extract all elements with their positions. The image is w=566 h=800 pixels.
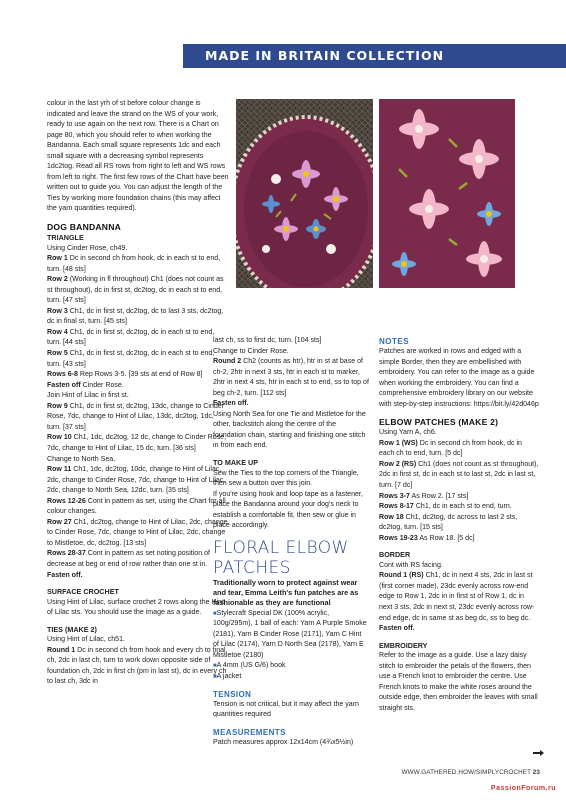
watermark: PassionForum.ru xyxy=(490,785,556,792)
embroidery-text: Refer to the image as a guide. Use a lazy daisy stitch to embroider the petals of the flowers, then use a French knot to embroider the centre. Use French knots to make the white roses around the outside edge, then embroider the leaves with small straight sts. xyxy=(379,652,538,712)
column-2 xyxy=(213,336,369,748)
footer-url[interactable]: WWW.GATHERED.HOW/SIMPLYCROCHET xyxy=(401,769,531,776)
notes-text: Patches are worked in rows and edged with a simple Border, then they are embellished with embroidery. You can refer to the image as a guide when working the embroidery. You can find a comprehensive embroidery library on our website with step-by-step instructions: https://bit.ly/42d046p xyxy=(379,348,539,408)
pattern-row: Change to North Sea. xyxy=(47,455,116,463)
pattern-row: Row 1 (WS) Dc in second ch from hook, dc in each ch to end, turn. [5 dc] xyxy=(379,439,522,458)
pattern-row: Row 9 Ch1, dc in first st, dc2tog, 13dc, change to Cinder Rose, 7dc, change to Hint of Lilac, 13dc, dc2tog, 1dc, turn. [37 sts] xyxy=(47,402,225,431)
make-up-step-1: Sew the Ties to the top corners of the Triangle, then sew a button over this join. xyxy=(213,469,359,488)
materials-item: ■ A 4mm (US G/6) hook xyxy=(213,661,369,672)
ties-round-2: Round 2 Ch2 (counts as htr), htr in st at base of ch-2, 2htr in next 3 sts, htr in each st to marker, 2htr in next 4 sts, htr in each st to end, ss to top of beg ch-2, turn. [112 sts] xyxy=(213,358,369,397)
pattern-row: Row 4 Ch1, dc in first st, dc2tog, dc in each st to end, turn. [44 sts] xyxy=(47,328,215,347)
measurements-text: Patch measures approx 12x14cm (4¾x5½in) xyxy=(213,738,354,746)
column-1 xyxy=(47,99,229,688)
pattern-row: Join Hint of Lilac in first st. xyxy=(47,392,129,400)
materials-item: ■ A jacket xyxy=(213,672,369,683)
materials-item: ■ Stylecraft Special DK (100% acrylic, 100g/295m), 1 ball of each: Yarn A Purple Smoke (2181), Yarn B Cinder Rose (2171), Yarn C Hint of Lilac (2174), Yarn D North Sea (2178), Yarn E Mistletoe (2180) xyxy=(213,609,369,662)
triangle-using: Using Cinder Rose, ch49. xyxy=(47,244,128,252)
triangle-rows xyxy=(47,254,229,581)
pattern-row: Rows 8-17 Ch1, dc in each st to end, turn. xyxy=(379,503,512,511)
surface-crochet-text: Using Hint of Lilac, surface crochet 2 rows along the Hint of Lilac sts. You should use the image as a guide. xyxy=(47,598,225,617)
make-up-heading: TO MAKE UP xyxy=(213,458,258,468)
pattern-row: Row 10 Ch1, 1dc, dc2tog, 12 dc, change to Cinder Rose, 7dc, change to Hint of Lilac, 15 dc, turn. [36 sts] xyxy=(47,434,227,452)
ties-change-colour: Change to Cinder Rose. xyxy=(213,347,289,355)
ties-continued: last ch, ss to first dc, turn. [104 sts] xyxy=(213,337,322,344)
patch-photo-left xyxy=(236,99,373,288)
border-heading: BORDER xyxy=(379,550,411,560)
column-3 xyxy=(379,336,539,715)
border-fasten-off: Fasten off. xyxy=(379,625,415,633)
ties-backstitch: Using North Sea for one Tie and Mistletoe for the other, backstitch along the centre of the foundation chain, starting and finishing one stitch in from each end. xyxy=(213,410,366,450)
patch-photo-right xyxy=(379,99,515,288)
pattern-row: Row 3 Ch1, dc in first st, dc2tog, dc to last 3 sts, dc2tog, dc in final st, turn. [45 sts] xyxy=(47,307,224,326)
pattern-row: Fasten off. xyxy=(47,571,83,579)
elbow-patches-heading: ELBOW PATCHES (MAKE 2) xyxy=(379,417,499,428)
pattern-row: Fasten off Cinder Rose. xyxy=(47,381,124,389)
page-footer xyxy=(402,769,540,776)
border-using: Cont with RS facing. xyxy=(379,561,443,569)
pattern-row: Row 2 (Working in fl throughout) Ch1 (does not count as st throughout), dc in first st, dc2tog, dc in each st to end, turn. [47 sts] xyxy=(47,276,224,305)
pattern-row: Rows 28-37 Cont in pattern as set noting position of decrease at beg or end of row rather than one st in. xyxy=(47,550,210,568)
ties-round-1: Round 1 Dc in second ch from hook and every ch to final ch, 2dc in last ch, turn to work down opposite side of foundation ch, 2dc in first ch (pm in last st), dc in every ch to last ch, 3dc in xyxy=(47,646,227,686)
tension-text: Tension is not critical, but it may affect the yarn quantities required xyxy=(213,700,359,719)
pattern-row: Rows 19-23 As Row 18. [5 dc] xyxy=(379,534,475,542)
tension-heading: TENSION xyxy=(213,689,252,699)
pattern-row: Row 18 Ch1, dc2tog, dc across to last 2 sts, dc2tog, turn. [15 sts] xyxy=(379,513,518,532)
page-number: 23 xyxy=(532,769,540,776)
make-up-step-2: If you're using hook and loop tape as a fastener, place the Bandanna around your dog's neck to establish a comfortable fit, then sew or glue in place accordingly. xyxy=(213,490,363,530)
embroidery-heading: EMBROIDERY xyxy=(379,640,428,650)
pattern-row: Row 11 Ch1, 1dc, dc2tog, 10dc, change to Hint of Lilac, 2dc, change to Cinder Rose, 7dc, change to Hint of Lilac, 2dc, change to North Sea, 12dc, turn. [35 sts] xyxy=(47,466,226,495)
banner-title: MADE IN BRITAIN COLLECTION xyxy=(205,48,445,63)
continue-arrow-icon xyxy=(533,750,544,756)
elbow-patch-image xyxy=(236,99,373,288)
measurements-heading: MEASUREMENTS xyxy=(213,727,286,737)
pattern-row: Row 5 Ch1, dc in first st, dc2tog, dc in each st to end, turn. [43 sts] xyxy=(47,350,215,368)
pattern-row: Rows 6-8 Rep Rows 3-5. [39 sts at end of Row 8] xyxy=(47,371,203,379)
ties-using: Using Hint of Lilac, ch51. xyxy=(47,636,125,644)
intro-paragraph: colour in the last yrh of st before colour change is indicated and leave the strand on the WS of your work, ready to use again on the next row. There is a Chart on page 80, which you should refer to when working the Bandanna. Each small square represents 1dc and each small square with a decreasing symbol represents 1dc2tog. Read all RS rows from right to left and WS rows from left to right. The first few rows of the Chart have been written out to guide you. You can adjust the length of the Ties by working more foundation chains (this may affect the yarn quantities required). xyxy=(47,100,229,213)
pattern-row: Rows 3-7 As Row 2. [17 sts] xyxy=(379,492,469,500)
ties-fasten-off: Fasten off. xyxy=(213,400,249,408)
pattern-row: Row 2 (RS) Ch1 (does not count as st throughout), 2dc in first st, dc in each st to last st, 2dc in last st, turn. [7 dc] xyxy=(379,460,539,490)
embroidery-closeup-image xyxy=(379,99,515,288)
dog-bandanna-heading: DOG BANDANNA xyxy=(47,222,122,233)
triangle-heading: TRIANGLE xyxy=(47,233,84,243)
pattern-row: Rows 12-26 Cont in pattern as set, using the Chart for all colour changes. xyxy=(47,497,226,516)
elbow-using: Using Yarn A, ch6. xyxy=(379,429,437,437)
surface-crochet-heading: SURFACE CROCHET xyxy=(47,587,119,597)
floral-intro: Traditionally worn to protect against wear and tear, Emma Leith's fun patches are as fashionable as they are functional xyxy=(213,577,359,608)
pattern-row: Row 27 Ch1, dc2tog, change to Hint of Lilac, 2dc, change to Cinder Rose, 7dc, change to Hint of Lilac, 2dc, change to Mistletoe, dc, dc2tog. [13 sts] xyxy=(47,518,228,547)
border-round-1: Round 1 (RS) Ch1, dc in next 4 sts, 2dc in last st (first corner made), 23dc evenly across row-end edge to Row 1, 2dc in in first st of Row 1, dc in next 3 sts, 2dc in next st, 23dc evenly across row-end edge, dc in same st as beg dc, ss to beg dc. xyxy=(379,572,535,622)
floral-patches-title: FLORAL ELBOW PATCHES xyxy=(213,537,349,578)
pattern-row: Row 1 Dc in second ch from hook, dc in each st to end, turn. [48 sts] xyxy=(47,255,221,273)
notes-heading: NOTES xyxy=(379,337,410,346)
ties-heading: TIES (MAKE 2) xyxy=(47,624,97,634)
